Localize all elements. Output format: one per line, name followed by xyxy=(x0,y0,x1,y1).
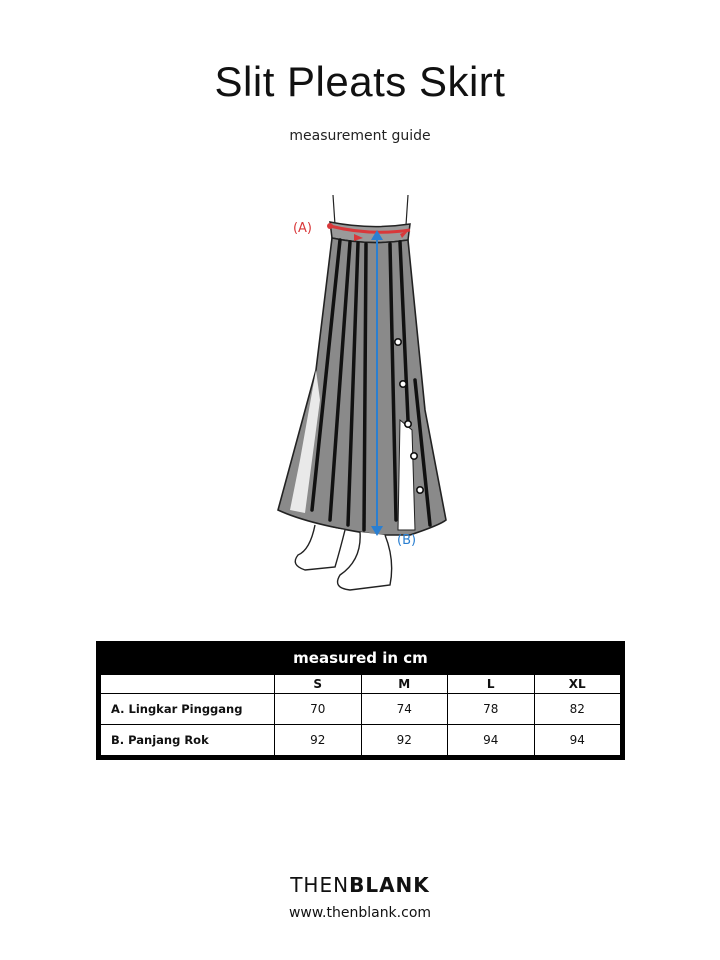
brand-part-2: BLANK xyxy=(349,873,430,897)
table-header-row xyxy=(101,675,621,694)
table-row xyxy=(101,694,621,725)
size-table xyxy=(96,641,625,760)
row-label: B. Panjang Rok xyxy=(101,725,275,756)
row-label: A. Lingkar Pinggang xyxy=(101,694,275,725)
brand-logo xyxy=(0,873,720,897)
page-subtitle: measurement guide xyxy=(289,128,431,144)
column-header: L xyxy=(448,675,535,694)
table-cell: 82 xyxy=(534,694,621,725)
table-cell: 94 xyxy=(534,725,621,756)
column-header: S xyxy=(275,675,362,694)
table-cell: 74 xyxy=(361,694,448,725)
column-header: XL xyxy=(534,675,621,694)
table-caption: measured in cm xyxy=(293,649,428,667)
page-title: Slit Pleats Skirt xyxy=(214,58,506,105)
skirt-illustration xyxy=(250,180,470,600)
table-cell: 92 xyxy=(275,725,362,756)
table-cell: 94 xyxy=(448,725,535,756)
website-url[interactable]: www.thenblank.com xyxy=(288,905,432,921)
label-a: (A) xyxy=(292,221,312,236)
table-cell: 92 xyxy=(361,725,448,756)
brand-part-1: THEN xyxy=(290,873,350,897)
size-grid xyxy=(100,674,621,756)
table-cell: 70 xyxy=(275,694,362,725)
table-row xyxy=(101,725,621,756)
table-cell: 78 xyxy=(448,694,535,725)
label-b: (B) xyxy=(397,533,417,548)
column-header xyxy=(101,675,275,694)
column-header: M xyxy=(361,675,448,694)
